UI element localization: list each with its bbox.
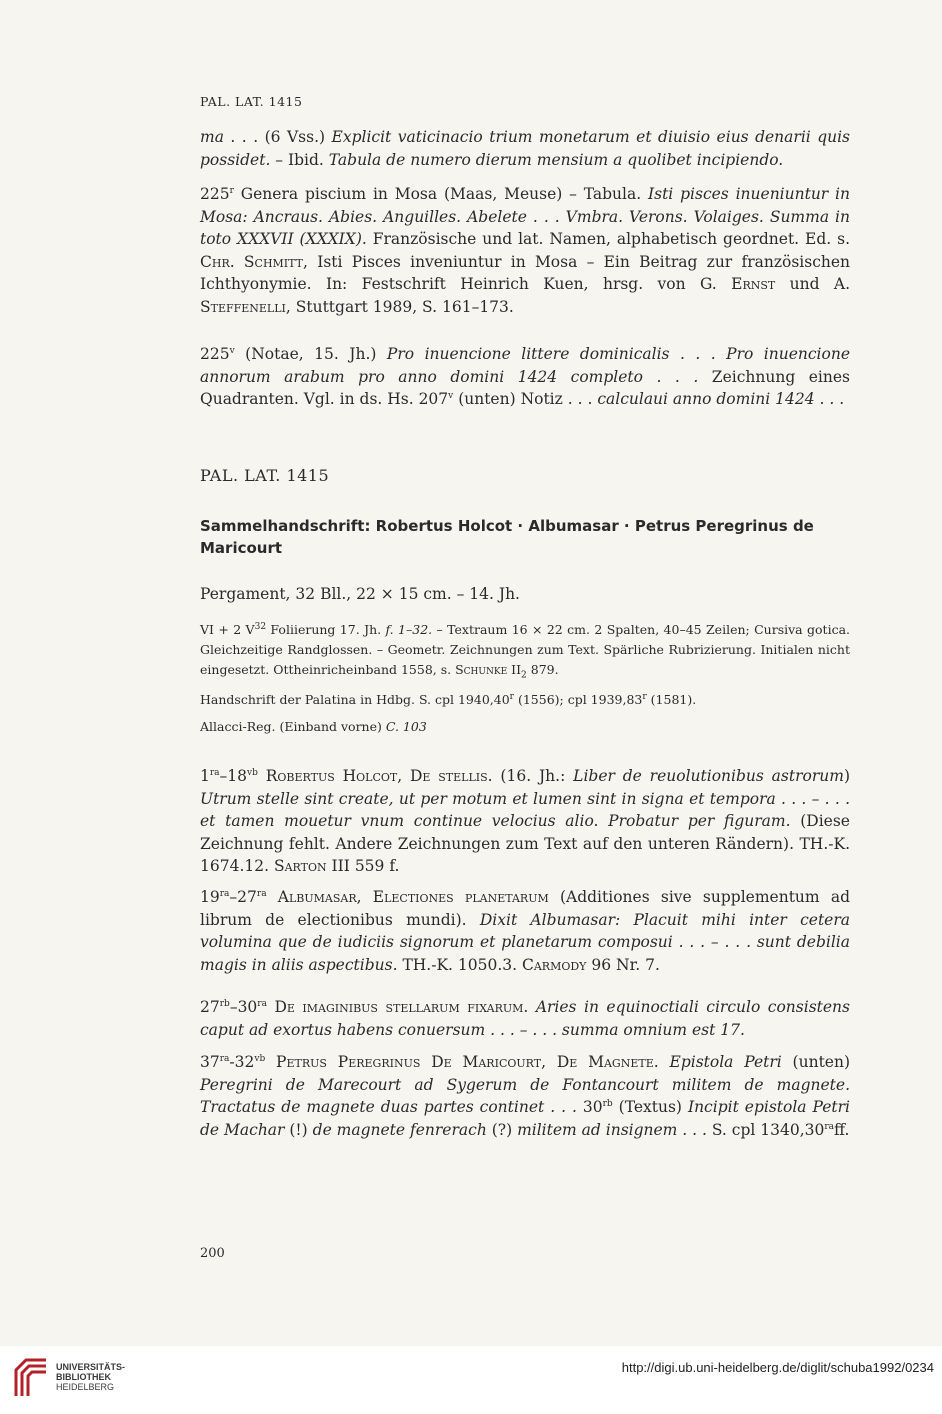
manuscript-title: Sammelhandschrift: Robertus Holcot · Albumasar · Petrus Peregrinus de Maricourt [200, 517, 814, 557]
page-number: 200 [200, 1246, 225, 1261]
entry-225v: 225$^v$ (Notae, 15. Jh.) Pro inuencione littere dominicalis . . . Pro inuencione annorum arabum pro anno domini 1424 completo . . . Zeichnung eines Quadranten. Vgl. in ds. Hs. 207$^v$ (unten) Notiz . . . calculaui anno domini 1424 . . . [200, 345, 850, 408]
entry-peregrinus: $37^{ra}-32^{vb}$ Petrus Peregrinus De Maricourt, De Magnete. Epistola Petri (unten) Peregrini de Marecourt ad Sygerum de Fontancourt militem de magnete. Tractatus de magnete duas partes continet . . . $30^{rb}$ (Textus) Incipit epistola Petri de Machar (!) de magnete fenrerach (?) militem ad insignem . . . S. cpl $1340,30^{ra}ff$. [200, 1053, 851, 1139]
allacci-line: Allacci-Reg. (Einband vorne) C. 103 [200, 719, 427, 734]
entry-imaginibus: $27^{rb}-30^{ra}$ De imaginibus stellarum fixarum. Aries in equinoctiali circulo consistens caput ad exortus habens conuersum . . . – . . . summa omnium est 17. [200, 998, 850, 1039]
running-head: PAL. LAT. 1415 [200, 94, 303, 109]
entry-225r: 225$^r$ Genera piscium in Mosa (Maas, Meuse) – Tabula. Isti pisces inueniuntur in Mosa: Ancraus. Abies. Anguilles. Abelete . . . Vmbra. Verons. Volaiges. Summa in toto XXXVII (XXXIX). Französische und lat. Namen, alphabetisch geordnet. Ed. s. Chr. Schmitt, Isti Pisces inveniuntur in Mosa – Ein Beitrag zur französischen Ichthyonymie. In: Festschrift Heinrich Kuen, hrsg. von G. Ernst und A. Steffenelli, Stuttgart 1989, S. 161–173. [200, 185, 851, 316]
source-url-link[interactable]: http://digi.ub.uni-heidelberg.de/diglit/schuba1992/0234 [621, 1360, 934, 1375]
footer-bar [0, 1346, 942, 1414]
section-heading: PAL. LAT. 1415 [200, 466, 330, 485]
material-line: Pergament, 32 Bll., 22 × 15 cm. – 14. Jh. [200, 585, 520, 603]
paragraph-top: ma . . . (6 Vss.) Explicit vaticinacio trium monetarum et diuisio eius denarii quis possidet. – Ibid. Tabula de numero dierum mensium a quolibet incipiendo. [200, 128, 851, 169]
entry-holcot: $1^{ra}-18^{vb}$ Robertus Holcot, De stellis. (16. Jh.: Liber de reuolutionibus astrorum) Utrum stelle sint create, ut per motum et lumen sint in signa et tempora . . . – . . . et tamen mouetur vnum continue velocius alio. Probatur per figuram. (Diese Zeichnung fehlt. Andere Zeichnungen zum Text auf den unteren Rändern). TH.-K. 1674.12. Sarton III 559 f. [200, 767, 850, 875]
library-logo-text: UNIVERSITÄTS- BIBLIOTHEK HEIDELBERG [56, 1362, 126, 1392]
entry-albumasar: $19^{ra}-27^{ra}$ Albumasar, Electiones planetarum (Additiones sive supplementum ad librum de electionibus mundi). Dixit Albumasar: Placuit mihi inter cetera volumina que de iudiciis signorum et planetarum composui . . . – . . . sunt debilia magis in aliis aspectibus. TH.-K. 1050.3. Carmody 96 Nr. 7. [200, 888, 850, 974]
provenance-line: Handschrift der Palatina in Hdbg. S. cpl 1940,40$^r$ (1556); cpl 1939,83$^r$ (1581). [200, 691, 697, 707]
library-logo-icon [12, 1356, 50, 1400]
codicological-description: VI + 2 $V^{32}$ Foliierung 17. Jh. f. 1–32. – Textraum 16 × 22 cm. 2 Spalten, 40–45 Zeilen; Cursiva gotica. Gleichzeitige Randglossen. – Geometr. Zeichnungen zum Text. Spärliche Rubrizierung. Initialen nicht eingesetzt. Ottheinricheinband 1558, s. Schunke $II_2$ 879. [200, 621, 850, 681]
